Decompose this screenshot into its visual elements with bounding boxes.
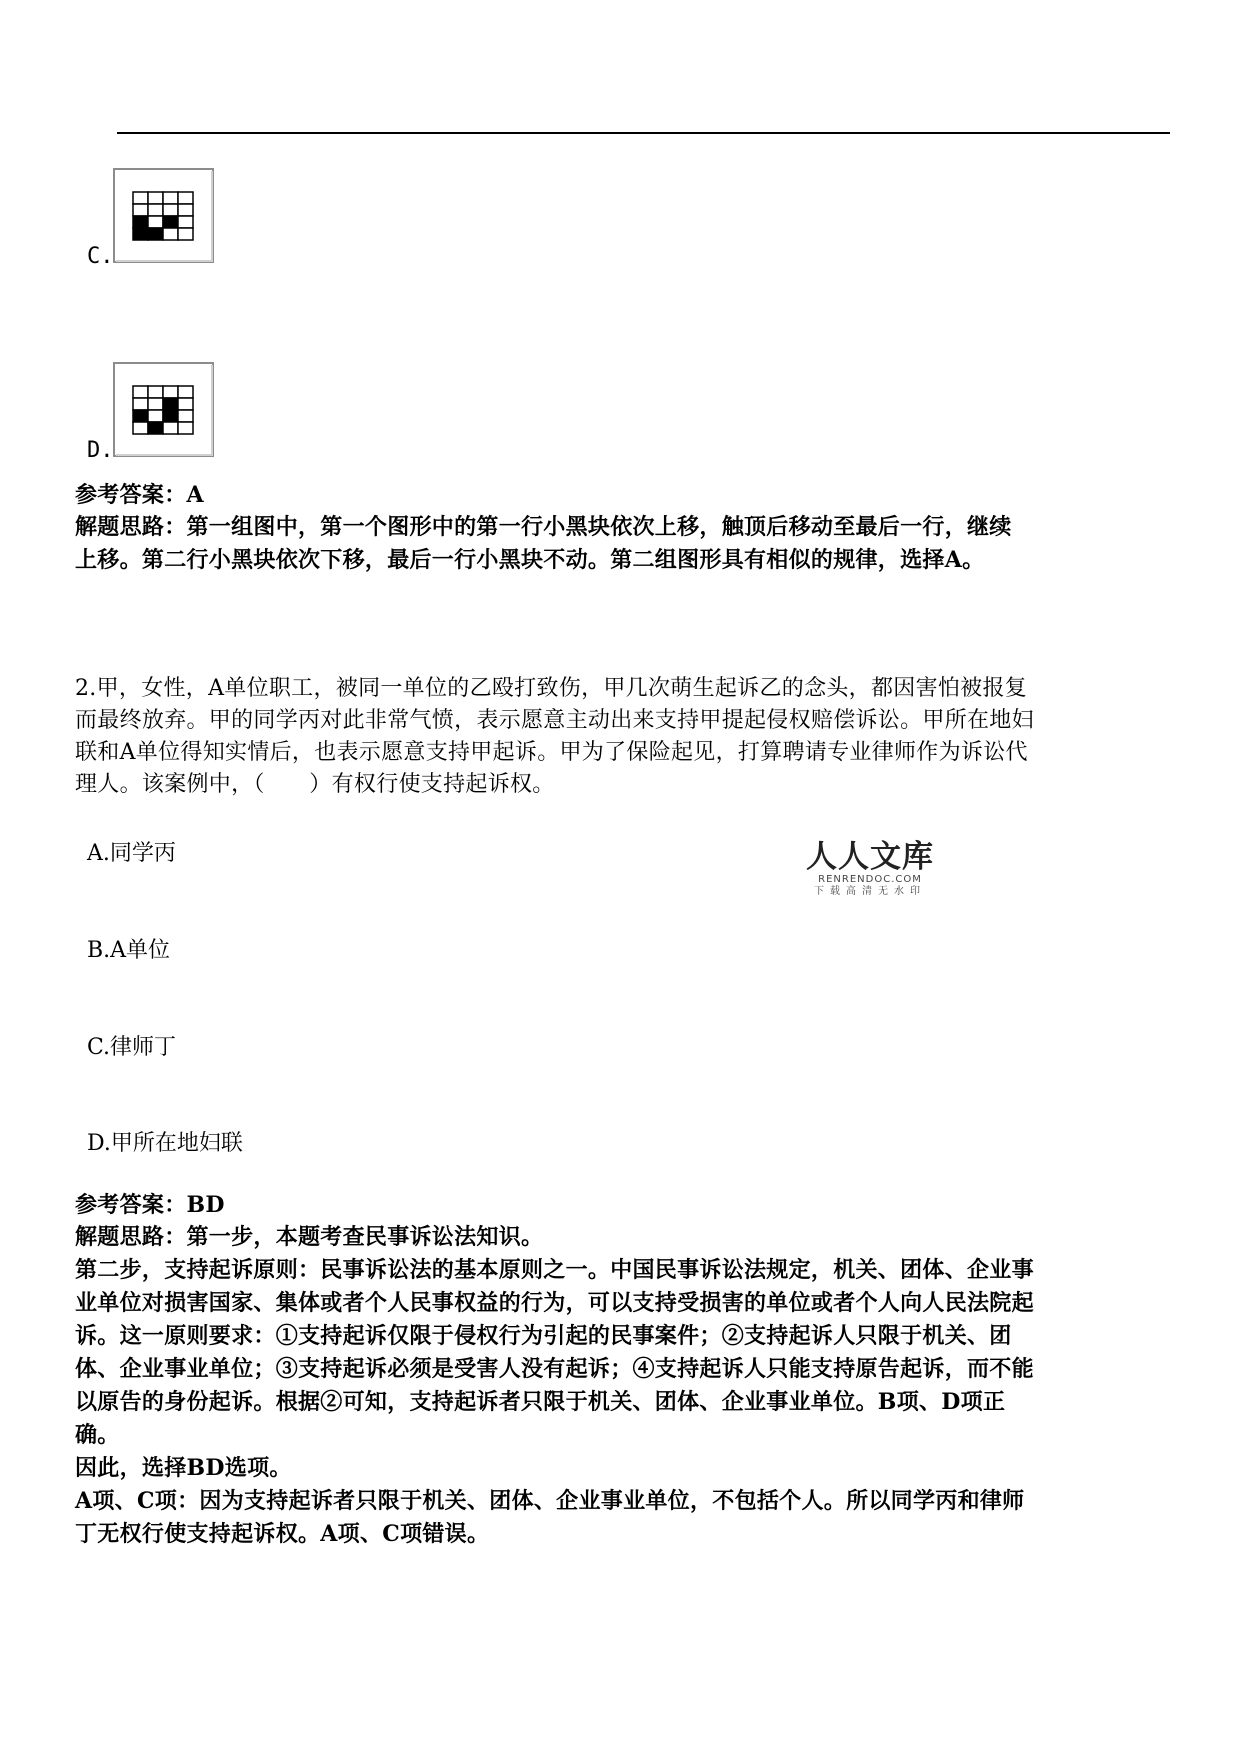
q2-option-c: C.律师丁: [87, 1035, 177, 1060]
option-c-grid: [132, 191, 196, 243]
grid-cell: [178, 422, 193, 434]
grid-cell: [178, 192, 193, 204]
q2-explanation-line: 因此，选择BD选项。: [75, 1455, 292, 1481]
q2-explanation-line: A项、C项：因为支持起诉者只限于机关、团体、企业事业单位，不包括个人。所以同学丙和律师: [75, 1488, 1025, 1514]
grid-cell: [133, 192, 148, 204]
grid-cell: [163, 410, 178, 422]
grid-cell: [163, 204, 178, 216]
option-d-grid: [132, 385, 196, 437]
q2-explanation-line: 体、企业事业单位；③支持起诉必须是受害人没有起诉；④支持起诉人只能支持原告起诉，而不能: [75, 1356, 1034, 1382]
grid-cell: [163, 216, 178, 228]
grid-cell: [163, 386, 178, 398]
grid-cell: [133, 216, 148, 228]
watermark-logo: [800, 840, 940, 898]
q2-explanation-line: 确。: [75, 1422, 120, 1448]
grid-cell: [178, 228, 193, 240]
grid-cell: [178, 410, 193, 422]
q2-explanation-line: 第二步，支持起诉原则：民事诉讼法的基本原则之一。中国民事诉讼法规定，机关、团体、企业事: [75, 1257, 1034, 1283]
q2-explanation-line: 业单位对损害国家、集体或者个人民事权益的行为，可以支持受损害的单位或者个人向人民法院起: [75, 1290, 1034, 1316]
grid-cell: [133, 228, 148, 240]
grid-cell: [178, 386, 193, 398]
grid-cell: [178, 216, 193, 228]
watermark-tagline: 下载高清无水印: [814, 886, 926, 897]
q2-option-b: B.A单位: [87, 938, 171, 963]
q2-option-d: D.甲所在地妇联: [87, 1131, 243, 1156]
grid-cell: [133, 386, 148, 398]
option-c-figure: [113, 168, 214, 263]
grid-cell: [178, 398, 193, 410]
grid-cell: [163, 422, 178, 434]
watermark-domain: RENRENDOC.COM: [818, 874, 922, 885]
header-rule: [117, 132, 1170, 134]
grid-cell: [163, 398, 178, 410]
option-d-label: D.: [87, 438, 114, 463]
q1-answer: 参考答案：A: [75, 482, 204, 508]
q2-answer: 参考答案：BD: [75, 1192, 225, 1218]
q2-option-a: A.同学丙: [87, 841, 176, 866]
grid-cell: [148, 410, 163, 422]
q2-stem-line: 联和A单位得知实情后，也表示愿意支持甲起诉。甲为了保险起见，打算聘请专业律师作为诉讼代: [75, 740, 1028, 765]
grid-cell: [133, 204, 148, 216]
q2-stem-line: 理人。该案例中，（ ）有权行使支持起诉权。: [75, 772, 555, 797]
q2-explanation-line: 诉。这一原则要求：①支持起诉仅限于侵权行为引起的民事案件；②支持起诉人只限于机关、团: [75, 1323, 1012, 1349]
q2-explanation-line: 解题思路：第一步，本题考查民事诉讼法知识。: [75, 1224, 544, 1250]
grid-cell: [178, 204, 193, 216]
q1-explanation-line: 上移。第二行小黑块依次下移，最后一行小黑块不动。第二组图形具有相似的规律，选择A。: [75, 547, 985, 573]
grid-cell: [163, 192, 178, 204]
grid-cell: [148, 192, 163, 204]
grid-cell: [148, 398, 163, 410]
q2-stem-line: 而最终放弃。甲的同学丙对此非常气愤，表示愿意主动出来支持甲提起侵权赔偿诉讼。甲所在地妇: [75, 708, 1034, 733]
grid-cell: [163, 228, 178, 240]
grid-cell: [133, 422, 148, 434]
grid-cell: [148, 216, 163, 228]
grid-cell: [148, 204, 163, 216]
q2-explanation-line: 以原告的身份起诉。根据②可知，支持起诉者只限于机关、团体、企业事业单位。B项、D项正: [75, 1389, 1006, 1415]
grid-cell: [148, 228, 163, 240]
q2-stem-line: 2.甲，女性，A单位职工，被同一单位的乙殴打致伤，甲几次萌生起诉乙的念头，都因害怕被报复: [75, 676, 1028, 701]
option-c-label: C.: [87, 244, 114, 269]
option-d-figure: [113, 362, 214, 457]
grid-cell: [148, 386, 163, 398]
watermark-title: 人人文库: [806, 839, 934, 875]
q2-explanation-line: 丁无权行使支持起诉权。A项、C项错误。: [75, 1521, 490, 1547]
grid-cell: [133, 410, 148, 422]
grid-cell: [133, 398, 148, 410]
q1-explanation-line: 解题思路：第一组图中，第一个图形中的第一行小黑块依次上移，触顶后移动至最后一行，继续: [75, 514, 1012, 540]
grid-cell: [148, 422, 163, 434]
